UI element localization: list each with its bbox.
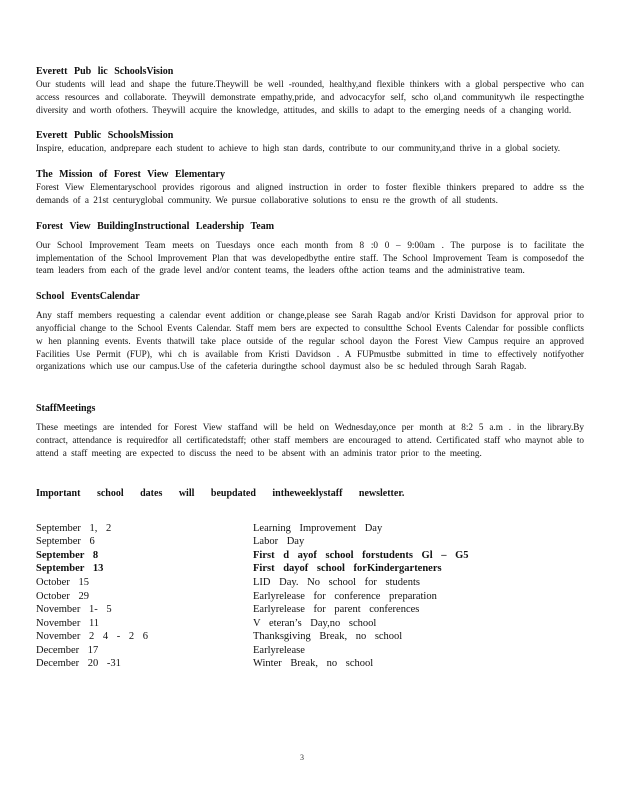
date-cell: December 17 [36, 644, 99, 656]
date-cell: October 29 [36, 590, 89, 602]
important-dates-table [36, 522, 576, 672]
date-cell: December 20 -31 [36, 658, 121, 670]
calendar-text: Any staff members requesting a calendar event addition or change,please see Sarah Ragab and/or Kristi Davidson for approval prior to anyofficial change to the School Events Calendar. Staff mem bers are expected to consultthe School Events Calendar for possible conflicts w hen planning events. Events thatwill take place outside of the regular school dayon the Forest View Campus require an approved Facilities Use Permit (FUP), whi ch is available from Kristi Davidson . A FUPmustbe submitted in time to effectively notifyother organizations which use our campus.Use of the cafeteria duringthe school daymust also be sc heduled through Sarah Ragab. [36, 310, 584, 372]
date-row [36, 562, 576, 576]
vision-section [36, 66, 584, 116]
event-cell: Earlyrelease for parent conferences [253, 604, 420, 616]
eps-mission-heading: Everett Public SchoolsMission [36, 130, 174, 142]
event-cell: Winter Break, no school [253, 658, 374, 670]
fv-mission-text: Forest View Elementaryschool provides rigorous and aligned instruction in order to foster flexible thinkers prepared to addre ss the demands of a 21st centuryglobal community. We pursue collaborative solutions to ensu re the growth of all students. [36, 182, 584, 205]
date-cell: September 13 [36, 563, 104, 575]
eps-mission-text: Inspire, education, andprepare each student to achieve to high stan dards, contribute to our community,and thrive in a global society. [36, 143, 561, 154]
date-cell: November 2 4 - 2 6 [36, 631, 148, 643]
eps-mission-section [36, 130, 584, 155]
event-cell: Thanksgiving Break, no school [253, 631, 403, 643]
date-row [36, 644, 576, 658]
calendar-section [36, 291, 584, 373]
page-number: 3 [300, 753, 304, 762]
date-row [36, 603, 576, 617]
staff-meetings-text: These meetings are intended for Forest View staffand will be held on Wednesday,once per month at 8:2 5 a.m . in the library.By contract, attendance is requiredfor all certificatedstaff; other staff members are encouraged to attend. Certificated staff who maynot able to attend a staff meeting are expected to discuss the need to be absent with an adminis trator prior to the meeting. [36, 422, 584, 458]
event-cell: V eteran’s Day,no school [253, 617, 377, 629]
date-cell: October 15 [36, 576, 89, 588]
leadership-text: Our School Improvement Team meets on Tuesdays once each month from 8 :0 0 – 9:00am . The purpose is to facilitate the implementation of the School Improvement Plan that was developedbythe entire staff. The School Improvement Team is composedof the team leaders from each of the grade level and/or content teams, the leaders ofthe action teams and the administrative team. [36, 239, 584, 276]
date-cell: November 1- 5 [36, 604, 112, 616]
staff-meetings-heading: StaffMeetings [36, 403, 96, 415]
date-cell: September 8 [36, 549, 99, 561]
event-cell: Earlyrelease [253, 644, 305, 656]
date-row [36, 590, 576, 604]
document-page [36, 66, 584, 671]
event-cell: Learning Improvement Day [253, 522, 383, 534]
date-row [36, 630, 576, 644]
date-row [36, 657, 576, 671]
date-row [36, 549, 576, 563]
vision-text: Our students will lead and shape the future.Theywill be well -rounded, healthy,and flexible thinkers with a global perspective who can access resources and collaborate. Theywill demonstrate empathy,pride, and advocacyfor self, scho ol,and communitywh ile respectingthe diversity and worth ofothers. Theywill acquire the knowledge, attitudes, and skills to adapt to the emerging needs of a changing world. [36, 79, 584, 115]
date-cell: November 11 [36, 617, 100, 629]
event-cell: Labor Day [253, 536, 305, 548]
date-row [36, 522, 576, 536]
event-cell: Earlyrelease for conference preparation [253, 590, 437, 602]
event-cell: First dayof school forKindergarteners [253, 563, 442, 575]
date-row [36, 576, 576, 590]
leadership-section [36, 221, 584, 277]
vision-heading: Everett Pub lic SchoolsVision [36, 66, 174, 77]
fv-mission-heading: The Mission of Forest View Elementary [36, 169, 225, 181]
important-dates-note: Important school dates will beupdated intheweeklystaff newsletter. [36, 487, 405, 499]
date-cell: September 6 [36, 536, 95, 548]
date-row [36, 617, 576, 631]
leadership-heading: Forest View BuildingInstructional Leadership Team [36, 220, 275, 232]
event-cell: First d ayof school forstudents Gl – G5 [253, 549, 469, 561]
date-cell: September 1, 2 [36, 522, 112, 534]
calendar-heading: School EventsCalendar [36, 291, 140, 303]
staff-meetings-section [36, 403, 584, 459]
date-row [36, 535, 576, 549]
event-cell: LID Day. No school for students [253, 576, 420, 588]
fv-mission-section [36, 169, 584, 207]
